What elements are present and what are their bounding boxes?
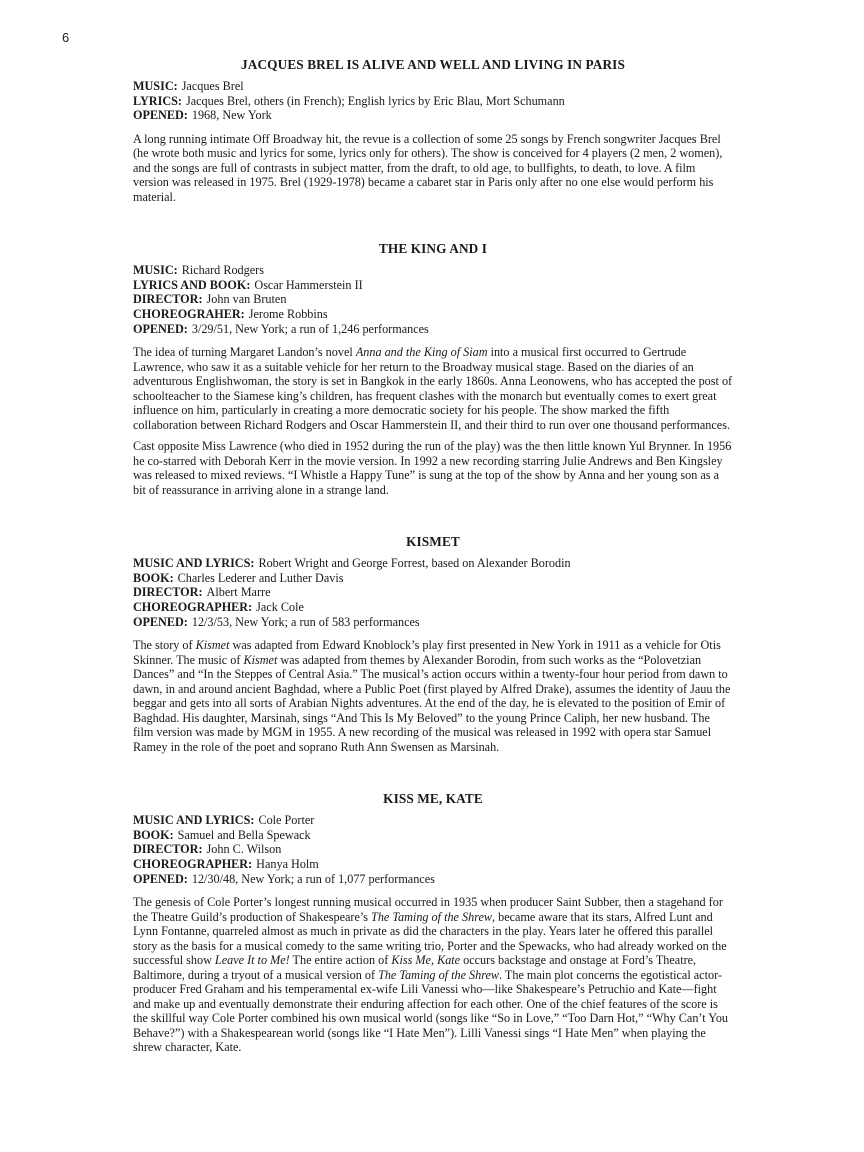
- credits-list: [133, 263, 733, 336]
- body-text: was adapted from Edward Knoblock’s play first presented in New York in 1911 as a vehicle for Otis Skinner. The music of: [133, 638, 721, 667]
- credit-music: [133, 79, 733, 94]
- credits-list: [133, 79, 733, 123]
- description-paragraph: [133, 895, 733, 1055]
- credit-label: OPENED:: [133, 108, 188, 123]
- description-paragraph: [133, 345, 733, 432]
- credit-label: MUSIC:: [133, 79, 178, 93]
- body-text: into a musical first occurred to Gertrude Lawrence, who saw it as a suitable vehicle for her return to the Broadway musical stage. Based on the diaries of an adventurous Englishwoman, the story is set in Bangkok in the early 1860s. Anna Leonowens, who has accepted the post of schoolteacher to the Siamese king’s children, has frequent clashes with the monarch but eventually comes to exert great influence on him, particularly in creating a more democratic society for his people. The show marked the fifth collaboration between Richard Rodgers and Oscar Hammerstein II, and their third to run over one thousand performances.: [133, 345, 733, 432]
- credit-lyrics: [133, 94, 733, 109]
- entry-kismet: [133, 534, 733, 754]
- credit-lyrics-and-book: [133, 278, 733, 293]
- entry-the-king-and-i: [133, 241, 733, 497]
- credit-value: Jacques Brel, others (in French); English lyrics by Eric Blau, Mort Schumann: [186, 93, 565, 108]
- credit-choreographer: [133, 600, 733, 615]
- credit-label: OPENED:: [133, 871, 188, 886]
- description-paragraph: [133, 132, 733, 205]
- credit-director: [133, 585, 733, 600]
- credit-value: Richard Rodgers: [181, 263, 264, 278]
- credit-value: Charles Lederer and Luther Davis: [177, 570, 344, 585]
- italic-title-text: Kiss Me, Kate: [391, 953, 461, 968]
- credit-choreographer: [133, 857, 733, 872]
- credit-value: Jerome Robbins: [248, 307, 328, 322]
- credit-value: Jacques Brel: [181, 79, 244, 93]
- entry-title: KISMET: [406, 534, 460, 550]
- credit-label: LYRICS AND BOOK:: [133, 277, 251, 292]
- credit-label: CHOREOGRAPHER:: [133, 600, 253, 615]
- body-text: A long running intimate Off Broadway hit, the revue is a collection of some 25 songs by French songwriter Jacques Brel (he wrote both music and lyrics for some, lyrics only for others). The show is conceived for 4 players (2 men, 2 women), and the songs are full of contrasts in subject matter, from the draft, to old age, to bullfights, to death, to love. A film version was released in 1975. Brel (1929-1978) became a cabaret star in Paris only after no one else would perform his material.: [133, 131, 723, 204]
- credit-opened: [133, 615, 733, 630]
- credit-label: OPENED:: [133, 321, 188, 336]
- section-spacer: [133, 504, 733, 534]
- credit-value: John C. Wilson: [206, 842, 282, 857]
- credit-value: Oscar Hammerstein II: [254, 277, 363, 292]
- italic-title-text: Anna and the King of Siam: [355, 345, 488, 360]
- credit-label: MUSIC:: [133, 263, 178, 278]
- credit-label: BOOK:: [133, 827, 174, 842]
- italic-title-text: The Taming of the Shrew: [371, 909, 493, 924]
- italic-title-text: Kismet: [195, 638, 230, 653]
- description-paragraph: [133, 638, 733, 754]
- entry-jacques-brel: [133, 57, 733, 204]
- italic-title-text: The Taming of the Shrew: [378, 967, 500, 982]
- body-text: The idea of turning Margaret Landon’s novel: [133, 345, 356, 360]
- italic-title-text: Kismet: [243, 652, 278, 667]
- credit-value: 12/3/53, New York; a run of 583 performances: [191, 614, 420, 629]
- credit-label: CHOREOGRAPHER:: [133, 857, 253, 871]
- credit-label: LYRICS:: [133, 93, 182, 108]
- credit-book: [133, 828, 733, 843]
- credit-choreographer: [133, 307, 733, 322]
- credit-label: CHOREOGRAHER:: [133, 307, 245, 322]
- credit-director: [133, 842, 733, 857]
- credit-opened: [133, 108, 733, 123]
- body-text: The entire action of: [289, 953, 392, 968]
- credit-value: Jack Cole: [256, 600, 304, 615]
- body-text: Cast opposite Miss Lawrence (who died in 1952 during the run of the play) was the then little known Yul Brynner. In 1956 he co-starred with Deborah Kerr in the movie version. In 1992 a new recording starring Julie Andrews and Ben Kingsley was released to mixed reviews. “I Whistle a Happy Tune” is sung at the top of the show by Anna and her young son as a bit of reassurance in arriving alone in a strange land.: [133, 439, 732, 497]
- credit-music-and-lyrics: [133, 556, 733, 571]
- credit-value: Albert Marre: [206, 585, 271, 600]
- entry-title: KISS ME, KATE: [383, 791, 483, 807]
- credit-director: [133, 292, 733, 307]
- credit-music-and-lyrics: [133, 813, 733, 828]
- body-text: The story of: [133, 638, 196, 653]
- credit-value: John van Bruten: [206, 292, 287, 307]
- credit-value: 3/29/51, New York; a run of 1,246 performances: [191, 321, 429, 336]
- credit-label: DIRECTOR:: [133, 585, 203, 600]
- entry-title: THE KING AND I: [378, 241, 488, 257]
- credit-opened: [133, 322, 733, 337]
- credit-value: Samuel and Bella Spewack: [177, 827, 311, 842]
- body-text: . The main plot concerns the egotistical actor-producer Fred Graham and his temperamental ex-wife Lili Vanessi who—like Shakespeare’s Petruchio and Kate—fight and make up and eventually demonstrate their enduring affection for each other. One of the chief features of the score is the skillful way Cole Porter combined his own musical world (songs like “So in Love,” “Too Darn Hot,” “Why Can’t You Behave?”) with a Shakespearean world (songs like “I Hate Men”). Lilli Vanessi sings “I Hate Men” when playing the shrew character, Kate.: [133, 967, 729, 1055]
- section-spacer: [133, 211, 733, 241]
- credit-label: BOOK:: [133, 570, 174, 585]
- credit-label: MUSIC AND LYRICS:: [133, 556, 255, 571]
- italic-title-text: Leave It to Me!: [214, 953, 290, 968]
- credits-list: [133, 556, 733, 629]
- body-text: , became aware that its stars, Alfred Lunt and Lynn Fontanne, quarreled almost as much in private as did the characters in the play. Years later he offered this parallel story as the basis for a musical comedy to the same writing trio, Porter and the Spewacks, who had already worked on the successful show: [133, 909, 727, 968]
- section-spacer: [133, 761, 733, 791]
- credit-label: OPENED:: [133, 614, 188, 629]
- credit-value: Hanya Holm: [256, 857, 319, 871]
- document-body: [133, 57, 733, 1062]
- credit-music: [133, 263, 733, 278]
- credit-value: Cole Porter: [258, 813, 315, 828]
- credit-value: 1968, New York: [191, 108, 272, 123]
- body-text: The genesis of Cole Porter’s longest running musical occurred in 1935 when producer Saint Subber, then a stagehand for the Theatre Guild’s production of Shakespeare’s: [133, 895, 723, 924]
- credit-label: DIRECTOR:: [133, 842, 203, 857]
- credit-label: DIRECTOR:: [133, 292, 203, 307]
- description-paragraph: [133, 439, 733, 497]
- entry-kiss-me-kate: [133, 791, 733, 1054]
- body-text: occurs backstage and onstage at Ford’s Theatre, Baltimore, during a tryout of a musical version of: [133, 953, 697, 982]
- page-number: 6: [62, 30, 70, 45]
- credit-opened: [133, 872, 733, 887]
- credit-value: Robert Wright and George Forrest, based on Alexander Borodin: [258, 556, 571, 571]
- credit-value: 12/30/48, New York; a run of 1,077 performances: [191, 871, 435, 886]
- credit-label: MUSIC AND LYRICS:: [133, 813, 255, 828]
- credits-list: [133, 813, 733, 886]
- body-text: was adapted from themes by Alexander Borodin, from such works as the “Polovetzian Dances” and “In the Steppes of Central Asia.” The musical’s action occurs within a twenty-four hour period from dawn to dawn, in and around ancient Baghdad, where a Public Poet (first played by Alfred Drake), assumes the identity of Jauu the beggar and gets into all sorts of Arabian Nights adventures. At the end of the day, he is elevated to the position of Emir of Baghdad. His daughter, Marsinah, sings “And This Is My Beloved” to the young Prince Caliph, her new husband. The film version was made by MGM in 1955. A new recording of the musical was released in 1992 with opera star Samuel Ramey in the role of the poet and soprano Ruth Ann Swensen as Marsinah.: [133, 652, 731, 754]
- entry-title: JACQUES BREL IS ALIVE AND WELL AND LIVING IN PARIS: [241, 57, 625, 72]
- credit-book: [133, 571, 733, 586]
